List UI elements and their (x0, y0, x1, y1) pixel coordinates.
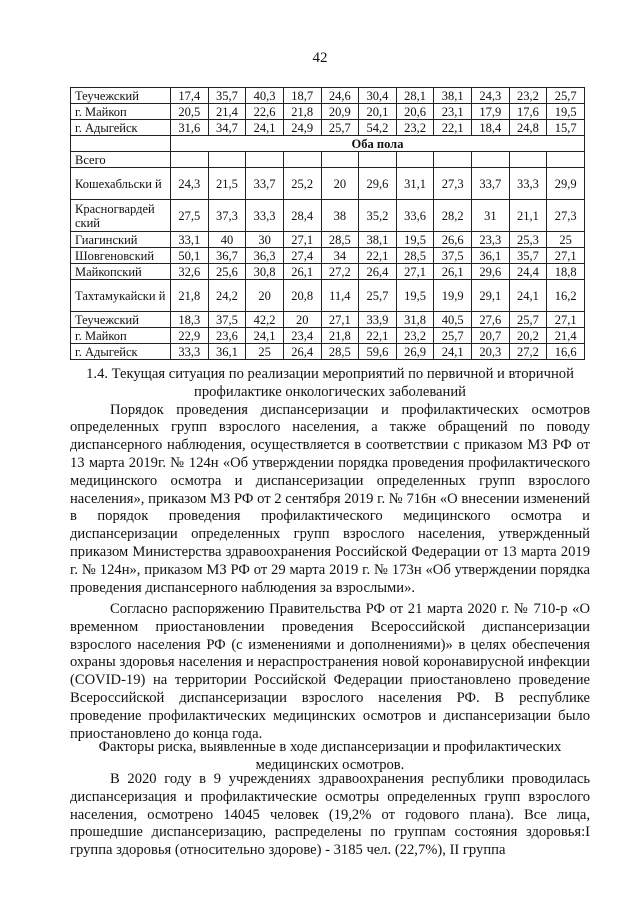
table-row (71, 120, 585, 136)
table-cell: 24,2 (208, 280, 246, 312)
table-cell: 38,1 (434, 88, 472, 104)
table-row (71, 264, 585, 280)
table-cell: 27,2 (321, 264, 359, 280)
table-cell: 26,4 (283, 344, 321, 360)
table-cell: 25,7 (547, 88, 585, 104)
row-name: Кошехабльски й (71, 168, 171, 200)
table-cell: 38,1 (359, 232, 397, 248)
table-row (71, 344, 585, 360)
row-name: Гиагинский (71, 232, 171, 248)
table-cell: 29,6 (359, 168, 397, 200)
total-label: Всего (71, 152, 171, 168)
table-cell: 21,4 (208, 104, 246, 120)
table-cell: 29,1 (472, 280, 510, 312)
paragraph: Согласно распоряжению Правительства РФ от 21 марта 2020 г. № 710-р «О временном приостановлении проведения Всероссийской диспансеризации взрослого населения РФ (с изменениями и дополнениями)» в целях обеспечения охраны здоровья населения и нераспространения новой коронавирусной инфекции (COVID-19) на территории Российской Федерации приостановлено проведение Всероссийской диспансеризации взрослого населения РФ. В республике проведение профилактических медицинских осмотров и диспансеризации было приостановлено до конца года. (70, 601, 590, 742)
table-cell: 22,1 (434, 120, 472, 136)
table-cell: 26,1 (283, 264, 321, 280)
table-row (71, 104, 585, 120)
table-cell: 36,1 (208, 344, 246, 360)
table-cell: 34,7 (208, 120, 246, 136)
morbidity-table (70, 87, 585, 360)
table-cell: 26,1 (434, 264, 472, 280)
table-cell: 29,9 (547, 168, 585, 200)
table-cell: 20,9 (321, 104, 359, 120)
table-cell: 40 (208, 232, 246, 248)
table-cell: 54,2 (359, 120, 397, 136)
table-cell: 25,6 (208, 264, 246, 280)
table-cell: 24,4 (509, 264, 547, 280)
table-row (71, 312, 585, 328)
table-row (71, 248, 585, 264)
table-cell: 42,2 (246, 312, 284, 328)
table-cell (359, 152, 397, 168)
table-cell (321, 152, 359, 168)
table-cell: 28,5 (396, 248, 434, 264)
table-cell: 21,1 (509, 200, 547, 232)
table-row (71, 280, 585, 312)
table-cell: 24,1 (246, 328, 284, 344)
table-cell: 27,1 (547, 248, 585, 264)
table-cell: 21,5 (208, 168, 246, 200)
table-cell: 25,3 (509, 232, 547, 248)
table-cell (434, 152, 472, 168)
table-cell: 31,8 (396, 312, 434, 328)
table-cell: 35,7 (509, 248, 547, 264)
covid-paragraph-block (70, 601, 590, 743)
table-cell: 31,1 (396, 168, 434, 200)
table-cell: 20,2 (509, 328, 547, 344)
table-cell: 22,9 (171, 328, 209, 344)
table-cell: 27,1 (321, 312, 359, 328)
table-cell: 27,1 (547, 312, 585, 328)
table-cell (283, 152, 321, 168)
table-cell (208, 152, 246, 168)
table-cell: 24,1 (509, 280, 547, 312)
table-cell: 31 (472, 200, 510, 232)
table-cell: 25,7 (359, 280, 397, 312)
table-cell: 28,5 (321, 232, 359, 248)
table-cell: 22,1 (359, 248, 397, 264)
table-cell: 27,2 (509, 344, 547, 360)
table-cell: 23,4 (283, 328, 321, 344)
table-cell: 24,6 (321, 88, 359, 104)
table-cell: 25 (246, 344, 284, 360)
table-cell: 20,8 (283, 280, 321, 312)
table-cell: 24,1 (246, 120, 284, 136)
row-name: г. Адыгейск (71, 344, 171, 360)
paragraph: Порядок проведения диспансеризации и профилактических осмотров определенных групп взрослого населения, а также обращений по поводу диспансерного наблюдения, осуществляется в соответствии с приказом МЗ РФ от 13 марта 2019г. № 124н «Об утверждении порядка проведения профилактического медицинского осмотра и диспансеризации определенных групп взрослого населения», приказом МЗ РФ от 2 сентября 2019 г. № 716н «О внесении изменений в порядок проведения профилактического медицинского осмотра и диспансеризации определенных групп взрослого населения, утвержденный приказом Министерства здравоохранения Российской Федерации от 13 марта 2019 г. № 124н», приказом МЗ РФ от 29 марта 2019 г. № 173н «Об утверждении порядка проведения диспансерного наблюдения за взрослыми». (70, 401, 590, 596)
table-cell: 25,7 (434, 328, 472, 344)
table-cell: 24,9 (283, 120, 321, 136)
table-cell: 28,5 (321, 344, 359, 360)
table-cell: 18,8 (547, 264, 585, 280)
table-cell: 18,7 (283, 88, 321, 104)
table-cell: 25 (547, 232, 585, 248)
section-1-4 (70, 366, 590, 597)
table-cell: 18,3 (171, 312, 209, 328)
table-cell: 35,2 (359, 200, 397, 232)
table-cell: 59,6 (359, 344, 397, 360)
table-cell: 33,3 (171, 344, 209, 360)
table-cell: 17,4 (171, 88, 209, 104)
table-cell: 23,2 (509, 88, 547, 104)
table-cell: 40,5 (434, 312, 472, 328)
table-cell: 21,8 (321, 328, 359, 344)
table-cell: 20,6 (396, 104, 434, 120)
table-cell: 30,8 (246, 264, 284, 280)
table-row (71, 88, 585, 104)
table-row (71, 152, 585, 168)
table-cell: 33,6 (396, 200, 434, 232)
table-cell: 37,5 (434, 248, 472, 264)
table-cell: 34 (321, 248, 359, 264)
table-cell: 38 (321, 200, 359, 232)
row-name: г. Майкоп (71, 104, 171, 120)
table-cell: 19,5 (396, 232, 434, 248)
table-cell: 27,1 (396, 264, 434, 280)
table-cell: 33,7 (472, 168, 510, 200)
table-row (71, 200, 585, 232)
table-cell: 17,9 (472, 104, 510, 120)
risk-factors-heading-block (70, 739, 590, 775)
table-cell: 25,7 (321, 120, 359, 136)
table-cell: 36,1 (472, 248, 510, 264)
table-cell (509, 152, 547, 168)
table-cell: 23,3 (472, 232, 510, 248)
table-cell: 20,1 (359, 104, 397, 120)
table-cell: 29,6 (472, 264, 510, 280)
table-cell: 50,1 (171, 248, 209, 264)
table-cell: 40,3 (246, 88, 284, 104)
table-cell: 25,7 (509, 312, 547, 328)
table-cell: 20 (283, 312, 321, 328)
page-number: 42 (312, 50, 328, 66)
table-cell: 23,2 (396, 120, 434, 136)
table-cell: 23,2 (396, 328, 434, 344)
table-cell: 32,6 (171, 264, 209, 280)
table-cell: 22,1 (359, 328, 397, 344)
row-name: г. Адыгейск (71, 120, 171, 136)
table-cell (246, 152, 284, 168)
table-cell: 21,8 (171, 280, 209, 312)
section-title: Оба пола (171, 136, 585, 152)
table-cell: 11,4 (321, 280, 359, 312)
section-heading: 1.4. Текущая ситуация по реализации мероприятий по первичной и вторичной профилактике онкологических заболеваний (86, 366, 574, 400)
table-cell: 20 (321, 168, 359, 200)
table-bottom-section (71, 168, 585, 360)
table-cell: 26,9 (396, 344, 434, 360)
table-row (71, 168, 585, 200)
table-cell: 26,6 (434, 232, 472, 248)
table-cell: 27,6 (472, 312, 510, 328)
table-cell: 23,1 (434, 104, 472, 120)
table-cell: 16,6 (547, 344, 585, 360)
table-cell (71, 136, 171, 152)
table-row (71, 328, 585, 344)
table-cell: 36,7 (208, 248, 246, 264)
table-cell: 30,4 (359, 88, 397, 104)
paragraph: В 2020 году в 9 учреждениях здравоохранения республики проводилась диспансеризация и профилактические осмотры определенных групп взрослого населения, осмотрено 14045 человек (19,2% от годового плана). Все лица, прошедшие диспансеризацию, распределены по группам состояния здоровья:I группа здоровья (относительно здорове) - 3185 чел. (22,7%), II группа (70, 771, 590, 859)
row-name: Красногвардей ский (71, 200, 171, 232)
table-cell: 37,3 (208, 200, 246, 232)
table-cell: 25,2 (283, 168, 321, 200)
table-cell: 19,5 (547, 104, 585, 120)
table-top-section (71, 88, 585, 136)
row-name: Майкопский (71, 264, 171, 280)
table-cell (396, 152, 434, 168)
row-name: Теучежский (71, 88, 171, 104)
table-cell: 18,4 (472, 120, 510, 136)
table-cell: 27,3 (547, 200, 585, 232)
table-cell: 15,7 (547, 120, 585, 136)
table-cell: 20,7 (472, 328, 510, 344)
table-row (71, 136, 585, 152)
table-cell: 33,3 (246, 200, 284, 232)
table-cell: 28,4 (283, 200, 321, 232)
table-cell (547, 152, 585, 168)
table-cell: 21,8 (283, 104, 321, 120)
table-cell: 36,3 (246, 248, 284, 264)
subsection-heading: Факторы риска, выявленные в ходе диспансеризации и профилактических медицинских осмотров. (98, 739, 562, 773)
table-cell: 19,9 (434, 280, 472, 312)
table-cell: 33,9 (359, 312, 397, 328)
table-cell: 30 (246, 232, 284, 248)
table-cell: 26,4 (359, 264, 397, 280)
table-cell: 20 (246, 280, 284, 312)
table-cell: 28,1 (396, 88, 434, 104)
table-cell (472, 152, 510, 168)
table-cell: 22,6 (246, 104, 284, 120)
table-cell (171, 152, 209, 168)
table-cell: 33,7 (246, 168, 284, 200)
stats-paragraph-block (70, 771, 590, 860)
table-cell: 20,5 (171, 104, 209, 120)
table-cell: 24,3 (171, 168, 209, 200)
table-row (71, 232, 585, 248)
row-name: Шовгеновский (71, 248, 171, 264)
table-cell: 24,8 (509, 120, 547, 136)
table-cell: 33,1 (171, 232, 209, 248)
table-cell: 27,3 (434, 168, 472, 200)
table-cell: 19,5 (396, 280, 434, 312)
table-cell: 20,3 (472, 344, 510, 360)
row-name: Тахтамукайски й (71, 280, 171, 312)
table-cell: 24,3 (472, 88, 510, 104)
table-cell: 23,6 (208, 328, 246, 344)
table-cell: 17,6 (509, 104, 547, 120)
table-cell: 27,4 (283, 248, 321, 264)
table-cell: 24,1 (434, 344, 472, 360)
table-cell: 27,5 (171, 200, 209, 232)
table-cell: 33,3 (509, 168, 547, 200)
table-section-header (71, 136, 585, 168)
table-cell: 28,2 (434, 200, 472, 232)
table-cell: 16,2 (547, 280, 585, 312)
table-cell: 27,1 (283, 232, 321, 248)
row-name: Теучежский (71, 312, 171, 328)
table-cell: 37,5 (208, 312, 246, 328)
table-cell: 21,4 (547, 328, 585, 344)
table-cell: 31,6 (171, 120, 209, 136)
row-name: г. Майкоп (71, 328, 171, 344)
table-cell: 35,7 (208, 88, 246, 104)
